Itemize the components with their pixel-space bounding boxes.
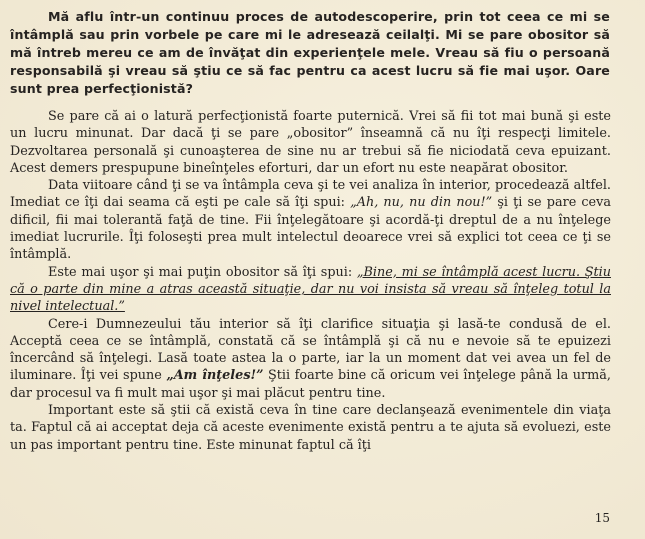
paragraph-2-text-end: şi ţi se pare ceva dificil, fii mai tolerantă faţă de tine. Fii înţelegătoare şi acordă-ţi dreptul de a nu înţelege imediat lucrurile. Îţi foloseşti prea mult intelectul deoarece vrei să explici tot ceea ce ţi se întâmplă. bbox=[10, 195, 611, 263]
paragraph-2-text: Data viitoare când ţi se va întâmpla ceva şi te vei analiza în interior, procedează altfel. Imediat ce îţi dai seama că eşti pe cale să îţi spui: bbox=[10, 178, 611, 211]
paragraph-1: Se pare că ai o latură perfecţionistă foarte puternică. Vrei să fii tot mai bună şi este un lucru minunat. Dar dacă ţi se pare „obositor” înseamnă că nu îţi respecţi limitele. Dezvoltarea personală şi cunoaşterea de sine nu ar trebui să fie niciodată ceva epuizant. Acest demers prespupune bineînţeles eforturi, dar un efort nu este neapărat obositor. bbox=[10, 109, 611, 176]
answer-text bbox=[10, 108, 611, 454]
paragraph-2 bbox=[10, 177, 611, 263]
paragraph-3-text: Este mai uşor şi mai puţin obositor să îţi spui: bbox=[48, 264, 357, 280]
paragraph-3-quote: „Bine, mi se întâmplă acest lucru. Ştiu că o parte din mine a atras această situaţie, dar nu voi insista să vreau să înţeleg totul la nivel intelectual.” bbox=[10, 264, 611, 315]
paragraph-5: Important este să ştii că există ceva în tine care declanşează evenimentele din viaţa ta. Faptul că ai acceptat deja că aceste evenimente există pentru a te ajuta să evoluezi, este un pas important pentru tine. Este minunat faptul că îţi bbox=[10, 403, 611, 453]
paragraph-2-quote: „Ah, nu, nu din nou!” bbox=[350, 195, 493, 211]
paragraph-3 bbox=[10, 264, 611, 316]
paragraph-4 bbox=[10, 316, 611, 402]
page-number: 15 bbox=[594, 511, 610, 525]
paragraph-4-quote: „Am înţeles!” bbox=[166, 368, 264, 384]
paragraph-4-text: Cere-i Dumnezeului tău interior să îţi clarifice situaţia şi lasă-te condusă de el. Acceptă ceea ce se întâmplă, constată că se întâmplă şi că nu e nevoie să te epuizezi încercând să înţelegi. Lasă toate astea la o parte, iar la un moment dat vei avea un fel de iluminare. Îţi vei spune bbox=[10, 316, 611, 384]
reader-question: Mă aflu într-un continuu proces de autodescoperire, prin tot ceea ce mi se întâmplă sau prin vorbele pe care mi le adresează ceilalţi. Mi se pare obositor să mă întreb mereu ce am de învăţat din experienţele mele. Vreau să fiu o persoană responsabilă şi vreau să ştiu ce să fac pentru ca acest lucru să fie mai uşor. Oare sunt prea perfecţionistă? bbox=[10, 9, 610, 96]
paragraph-4-text-end: Ştii foarte bine că oricum vei înţelege până la urmă, dar procesul va fi mult mai uşor şi mai plăcut pentru tine. bbox=[10, 368, 611, 401]
